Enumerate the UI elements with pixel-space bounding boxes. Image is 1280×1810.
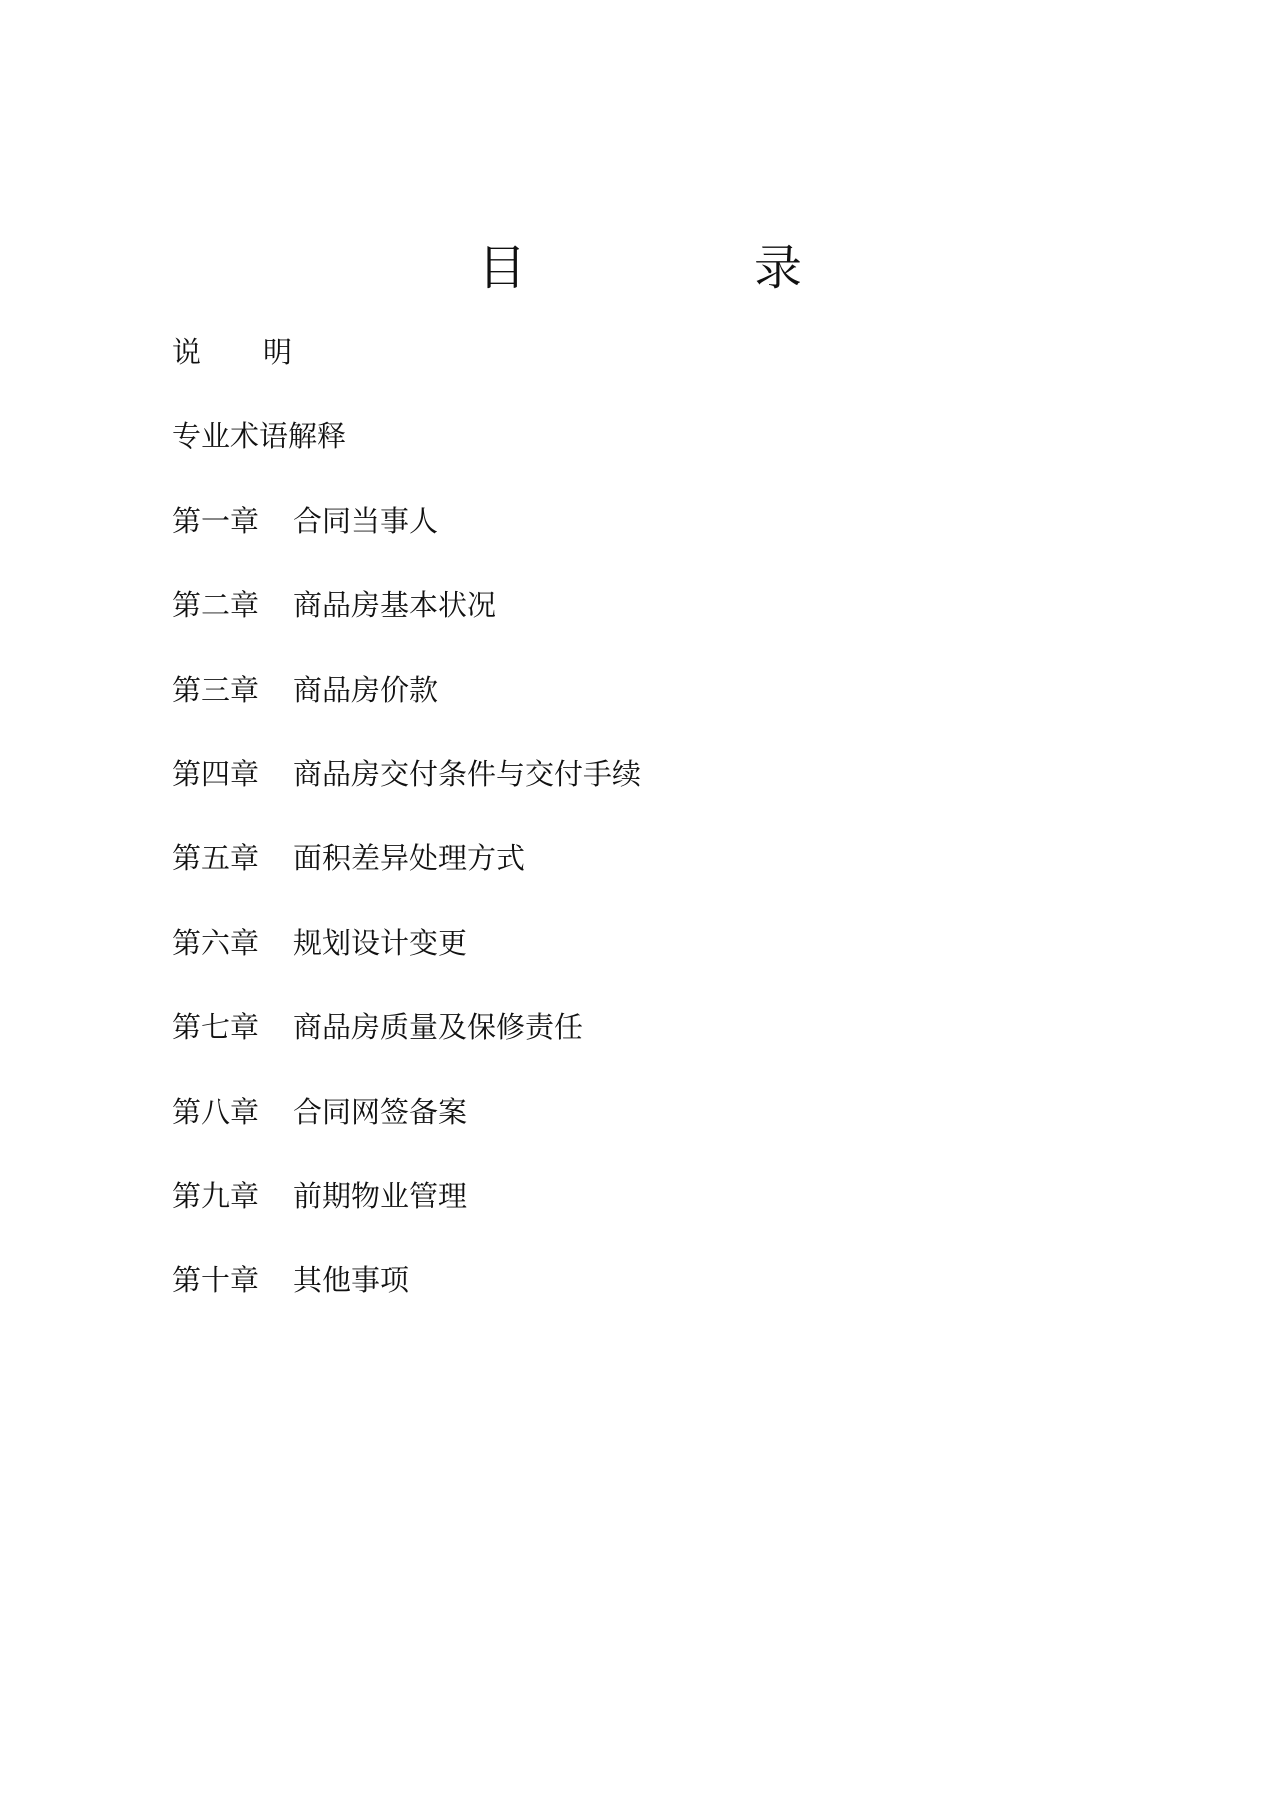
chapter-number: 第五章 xyxy=(172,841,260,876)
chapter-title: 商品房价款 xyxy=(293,672,439,707)
toc-entry-explanation xyxy=(172,332,641,416)
chapter-number: 第一章 xyxy=(172,503,260,538)
chapter-number: 第十章 xyxy=(172,1263,260,1298)
toc-entry-terminology xyxy=(172,416,641,500)
toc-entry-label: 专业术语解释 xyxy=(172,419,347,454)
chapter-number: 第二章 xyxy=(172,588,260,623)
chapter-title: 合同当事人 xyxy=(293,503,439,538)
toc-entry-chapter-9 xyxy=(172,1176,641,1260)
toc-entry-chapter-1 xyxy=(172,501,641,585)
chapter-title: 面积差异处理方式 xyxy=(293,841,526,876)
chapter-number: 第六章 xyxy=(172,925,260,960)
toc-entry-chapter-5 xyxy=(172,838,641,922)
chapter-title: 前期物业管理 xyxy=(293,1178,468,1213)
toc-entry-chapter-6 xyxy=(172,923,641,1007)
toc-entry-chapter-3 xyxy=(172,670,641,754)
chapter-number: 第七章 xyxy=(172,1010,260,1045)
toc-entry-chapter-8 xyxy=(172,1092,641,1176)
chapter-title: 商品房质量及保修责任 xyxy=(293,1010,584,1045)
chapter-title: 其他事项 xyxy=(293,1263,410,1298)
chapter-title: 商品房交付条件与交付手续 xyxy=(293,756,642,791)
chapter-number: 第八章 xyxy=(172,1094,260,1129)
toc-entry-chapter-10 xyxy=(172,1260,641,1344)
toc-entry-chapter-4 xyxy=(172,754,641,838)
chapter-number: 第四章 xyxy=(172,756,260,791)
toc-entry-label: 说明 xyxy=(172,335,355,369)
toc-entry-chapter-7 xyxy=(172,1007,641,1091)
chapter-title: 合同网签备案 xyxy=(293,1094,468,1129)
chapter-title: 商品房基本状况 xyxy=(293,588,497,623)
chapter-number: 第三章 xyxy=(172,672,260,707)
chapter-title: 规划设计变更 xyxy=(293,925,468,960)
toc-entry-chapter-2 xyxy=(172,585,641,669)
toc-list xyxy=(172,332,641,1345)
chapter-number: 第九章 xyxy=(172,1178,260,1213)
toc-title: 目 录 xyxy=(477,240,892,296)
